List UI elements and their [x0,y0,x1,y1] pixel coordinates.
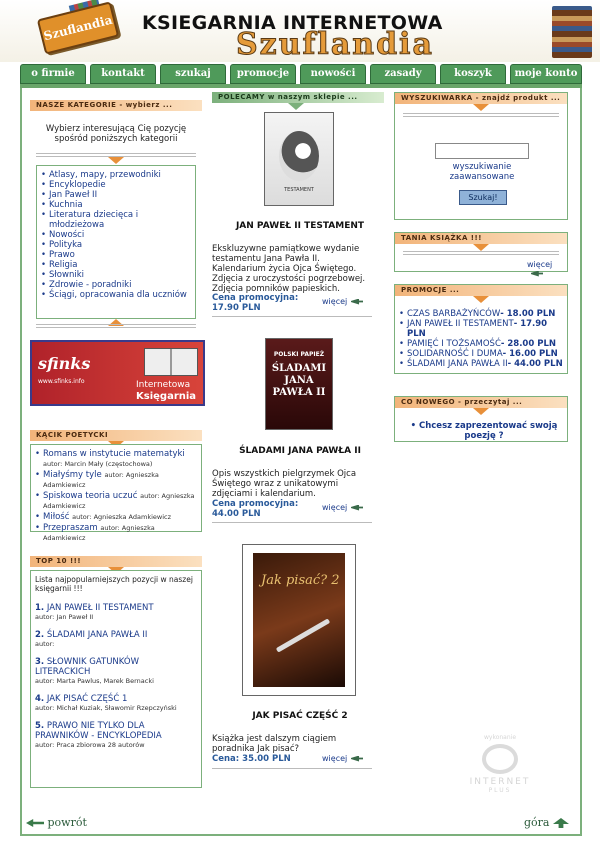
category-item[interactable]: • Polityka [41,240,191,250]
sfinks-banner[interactable] [30,340,205,406]
arrow-down-icon [473,296,489,303]
arrow-left-icon [26,819,44,827]
cheap-book-box [394,232,568,272]
internet-plus-logo-icon [482,744,518,774]
nav-nowosci[interactable] [300,64,366,84]
main-nav [20,64,582,84]
back-link[interactable]: powrót [26,816,87,829]
poetry-list [35,449,197,543]
banner-line1: Internetowa [136,380,191,390]
arrow-right-icon [529,271,543,277]
search-box [394,92,568,220]
more-link[interactable]: więcej [527,260,567,278]
advanced-search-link[interactable]: wyszukiwanie zaawansowane [449,162,515,182]
category-item[interactable]: • Zdrowie - poradniki [41,280,191,290]
banner-brand: sfinks [38,354,91,373]
nav-label: nowości [310,68,356,79]
poem-item[interactable]: • Spiskowa teoria uczuć autor: Agnieszka Adamkiewicz [35,491,197,511]
product-cover-testament[interactable] [264,112,334,206]
more-link[interactable]: więcej [322,297,363,306]
category-item[interactable]: • Prawo [41,250,191,260]
site-title: KSIEGARNIA INTERNETOWA [142,12,443,34]
poem-item[interactable]: • Przepraszam autor: Agnieszka Adamkiewicz [35,523,197,543]
categories-list-box [36,165,196,319]
top10-item[interactable]: 3. SŁOWNIK GATUNKÓW LITERACKICH autor: Marta Pawlus, Marek Bernacki [35,657,154,685]
cover-label: TESTAMENT [284,187,314,193]
top10-intro: Lista najpopularniejszych pozycji w naszej księgarnii !!! [35,575,193,593]
promo-item[interactable]: • PAMIĘĆ I TOŻSAMOŚĆ- 28.00 PLN [399,339,567,349]
product-price: 17.90 PLN [212,303,261,313]
arrow-down-icon [108,157,124,164]
credit-block[interactable] [458,734,542,806]
arrow-down-icon [473,408,489,415]
nav-label: promocje [236,68,290,79]
nav-szukaj[interactable] [160,64,226,84]
categories-heading: NASZE KATEGORIE - wybierz ... [30,100,202,111]
search-input[interactable] [435,143,529,159]
divider [403,251,559,255]
top10-box [30,570,202,788]
nav-moje-konto[interactable] [510,64,582,84]
product-description: Książka jest dalszym ciągiem poradnika Jak pisać? [212,734,337,754]
site-brand: Szuflandia [236,27,434,62]
credit-label: wykonanie [483,734,517,741]
featured-heading: POLECAMY w naszym sklepie ... [212,92,384,103]
promo-item[interactable]: • JAN PAWEŁ II TESTAMENT- 17.90 PLN [399,319,567,339]
product-price-label: Cena promocyjna: [212,293,299,303]
banner-line2: Księgarnia [136,391,197,402]
cheap-heading: TANIA KSIĄŻKA !!! [395,233,567,244]
promo-item[interactable]: • ŚLADAMI JANA PAWŁA II- 44.00 PLN [399,359,567,369]
cover-top-label: POLSKI PAPIEŻ [273,351,325,358]
nav-label: zasady [384,68,422,79]
divider [36,324,196,328]
cover-art [253,553,345,687]
nav-label: o firmie [31,68,75,79]
product-cover-sladami[interactable] [265,338,333,430]
product-title[interactable]: JAK PISAĆ CZĘŚĆ 2 [252,711,348,721]
arrow-right-icon [349,299,363,305]
nav-koszyk[interactable] [440,64,506,84]
banner-url: www.sfinks.info [38,378,85,385]
top10-item[interactable]: 1. JAN PAWEŁ II TESTAMENT autor: Jan Paweł II [35,603,154,621]
nav-label: koszyk [454,68,492,79]
divider [212,316,372,317]
product-description: Opis wszystkich pielgrzymek Ojca Świętego wraz z unikatowymi zdjęciami i kalendarium. [212,469,357,499]
poem-item[interactable]: • Miałyśmy tyle autor: Agnieszka Adamkiewicz [35,470,197,490]
book-stack-icon [552,6,592,58]
site-header [0,0,600,62]
more-link[interactable]: więcej [322,754,363,763]
product-price: 44.00 PLN [212,509,261,519]
poetry-heading: KĄCIK POETYCKI [30,430,202,441]
promo-item[interactable]: • CZAS BARBAŻYŃCÓW- 18.00 PLN [399,309,567,319]
promo-item[interactable]: • SOLIDARNOŚĆ I DUMA- 16.00 PLN [399,349,567,359]
more-link[interactable]: więcej [322,503,363,512]
book-icon [144,348,198,376]
top10-heading: TOP 10 !!! [30,556,202,567]
top10-item[interactable]: 4. JAK PISAĆ CZĘŚĆ 1 autor: Michał Kuziak, Sławomir Rzepczyński [35,694,177,712]
arrow-down-icon [473,244,489,251]
submit-poetry-link[interactable]: • Chcesz zaprezentować swoją poezję ? [410,421,558,441]
poetry-box [30,444,202,542]
credit-brand-sub: PLUS [488,787,512,794]
promotions-list [399,309,567,369]
news-box [394,396,568,442]
category-item[interactable]: • Jan Paweł II [41,190,191,200]
cover-title: Jak pisać? 2 [261,573,340,588]
product-title[interactable]: JAN PAWEŁ II TESTAMENT [235,221,365,231]
category-item[interactable]: • Ściągi, opracowania dla uczniów [41,290,191,300]
poem-item[interactable]: • Miłość autor: Agnieszka Adamkiewicz [35,512,197,522]
category-item[interactable]: • Atlasy, mapy, przewodniki [41,170,191,180]
product-price-full: Cena: 35.00 PLN [212,754,291,764]
category-item[interactable]: • Nowości [41,230,191,240]
nav-kontakt[interactable] [90,64,156,84]
arrow-right-icon [349,505,363,511]
category-item[interactable]: • Kuchnia [41,200,191,210]
nav-zasady[interactable] [370,64,436,84]
product-title[interactable]: ŚLADAMI JANA PAWŁA II [239,446,361,456]
logo-badge[interactable]: Szuflandia [37,1,119,54]
promotions-box [394,284,568,374]
search-button[interactable]: Szukaj! [459,190,507,205]
nav-promocje[interactable] [230,64,296,84]
category-item[interactable]: • Encyklopedie [41,180,191,190]
nav-label: szukaj [175,68,211,79]
credit-brand: INTERNET [469,777,531,787]
search-heading: WYSZUKIWARKA - znajdź produkt ... [395,93,567,104]
arrow-up-icon [553,818,569,828]
product-price-label: Cena promocyjna: [212,499,299,509]
divider [212,768,372,769]
top10-item[interactable]: 2. ŚLADAMI JANA PAWŁA II autor: [35,630,148,648]
nav-label: moje konto [514,68,578,79]
arrow-down-icon [473,104,489,111]
nav-o-firmie[interactable] [20,64,86,84]
categories-list [41,170,191,300]
pen-icon [276,618,330,652]
product-cover-jak-pisac[interactable] [242,544,356,696]
cover-title: ŚLADAMI JANA PAWŁA II [271,363,327,398]
category-item[interactable]: • Słowniki [41,270,191,280]
divider [403,113,559,117]
category-item[interactable]: • Literatura dziecięca i młodzieżowa [41,210,191,230]
categories-intro: Wybierz interesującą Cię pozycję spośród poniższych kategorii [45,124,187,144]
arrow-right-icon [349,756,363,762]
divider [212,522,372,523]
top-link[interactable]: góra [524,816,569,829]
news-heading: CO NOWEGO - przeczytaj ... [395,397,567,408]
promotions-heading: PROMOCJE ... [395,285,567,296]
nav-label: kontakt [101,68,145,79]
top10-item[interactable]: 5. PRAWO NIE TYLKO DLA PRAWNIKÓW - ENCYKLOPEDIA autor: Praca zbiorowa 28 autorów [35,721,162,749]
category-item[interactable]: • Religia [41,260,191,270]
poem-item[interactable]: • Romans w instytucie matematyki autor: Marcin Mały (częstochowa) [35,449,197,469]
portrait-icon [279,131,319,181]
product-description: Ekskluzywne pamiątkowe wydanie testamentu Jana Pawła II. Kalendarium życia Ojca Świętego. Zdjęcia z uroczystości pogrzebowej. Zdjęcia pomników papieskich. [212,244,366,294]
arrow-down-icon [288,103,304,110]
